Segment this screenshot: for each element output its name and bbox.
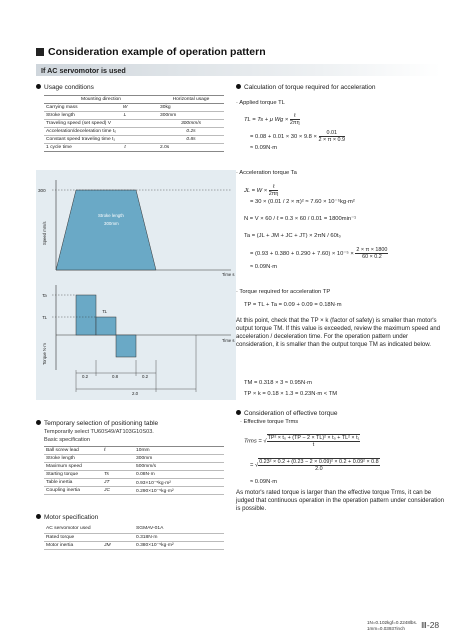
stroke-label: Stroke length [98, 213, 124, 218]
table-row: Stroke length L 300mm [44, 112, 224, 120]
calc-heading: Calculation of torque required for acceleration [236, 84, 376, 91]
table-row: Motor inertia JM 0.380×10⁻⁵kg·m² [44, 541, 224, 549]
usage-table: Mounting direction Horizontal usage Carrying mass W 30kg Stroke length L 300mm Traveling speed (set speed) V 300mm/s Acceleration/deceleration time t₀ 0.2s Constant speed traveling time t₁ 0.8s 1 cycle time t 2.0s [44, 95, 224, 152]
decel-torque-block [116, 335, 136, 357]
rms-formula-2: = √ $\frac{\text{0.23² × 0.2 + (0.23 − 2 × 0.09)² × 0.2 + 0.09² × 0.8}}{2.0}$ [250, 459, 379, 472]
bullet-icon [236, 410, 241, 415]
accel-torque-block [76, 295, 96, 335]
usage-heading: Usage conditions [36, 84, 94, 91]
ta-formula-2: = (0.93 + 0.380 + 0.290 + 7.60) × 10⁻⁵ × $\frac{2 \times \pi \times 1800}{60 \times 0.2}$ [250, 247, 388, 260]
tp-formula: TP = TL + Ta = 0.09 + 0.09 = 0.18N·m [244, 302, 342, 308]
tl-block-label: TL [102, 309, 108, 314]
rms-formula: Trms = √ $\frac{\text{TP² × t₀ + (TP − 2 × TL)² × t₀ + TL² × t₁}}{t}$ [244, 435, 360, 448]
square-bullet-icon [36, 48, 44, 56]
ta-label: Ta [42, 293, 47, 298]
table-row: Acceleration/deceleration time t₀ 0.2s [44, 128, 224, 136]
table-row: Carrying mass W 30kg [44, 104, 224, 112]
tp-explanation: At this point, check that the TP × k (factor of safety) is smaller than motor's output torque TM. If this value is exceeded, review the maximum speed and acceleration / deceleration time. For the operation pattern under consideration, it is smaller than the output torque TM as indicated below. [236, 317, 441, 348]
table-row: Maximum speed 500mm/s [44, 463, 224, 471]
tl-result: ≈ 0.09N·m [250, 145, 278, 151]
effective-explanation: As motor's rated torque is larger than the effective torque Trms, it can be judged that continuous operation in the operation pattern under consideration is possible. [236, 489, 445, 512]
tm-formula: TM = 0.318 × 3 ≈ 0.95N·m [244, 380, 312, 386]
tl-formula: TL = Ts + μ Wg × $\frac{\text{ℓ}}{2\pi\eta}$ [244, 113, 300, 126]
n-formula: N = V × 60 / ℓ = 0.3 × 60 / 0.01 = 1800min⁻¹ [244, 216, 357, 222]
seg2-label: 0.8 [112, 374, 119, 379]
basic-spec-label: Basic specification [44, 437, 91, 443]
tl-formula-2: = 0.08 + 0.01 × 30 × 9.8 × $\frac{0.01}{2 \times \pi \times 0.9}$ [250, 130, 346, 143]
effective-torque-label: · Effective torque Trms [240, 419, 299, 425]
accel-torque-label: · Acceleration torque Ta [236, 170, 297, 176]
const-torque-block [96, 317, 116, 335]
table-row: Starting torque Ts 0.08N·m [44, 471, 224, 479]
table-row: Rated torque 0.318N·m [44, 533, 224, 541]
ta-formula: Ta = (JL + JM + JC + JT) × 2πN / 60t₀ [244, 233, 341, 239]
table-row: Table inertia JT 0.93×10⁻⁵kg·m² [44, 479, 224, 487]
speed-tick: 300 [38, 188, 46, 193]
table-row: Coupling inertia JC 0.290×10⁻⁵kg·m² [44, 487, 224, 495]
section-band: If AC servomotor is used [36, 64, 441, 76]
ta-result: ≈ 0.09N·m [250, 264, 278, 270]
page-number: Ⅲ-28 [421, 620, 440, 630]
total-label: 2.0 [132, 391, 139, 396]
temp-selection-table [44, 446, 224, 495]
torque-y-label: Torque N·m [42, 343, 47, 365]
table-row: Ball screw lead ℓ 10mm [44, 447, 224, 455]
rms-result: ≈ 0.09N·m [250, 479, 278, 485]
seg3-label: 0.2 [142, 374, 149, 379]
page-title: Consideration example of operation pattern [36, 46, 266, 58]
bullet-icon [36, 420, 41, 425]
tp-label: · Torque required for acceleration TP [236, 289, 331, 295]
seg1-label: 0.2 [82, 374, 89, 379]
table-row: AC servomotor used SGMAV-01A [44, 525, 224, 533]
bullet-icon [36, 84, 41, 89]
applied-torque-label: · Applied torque TL [236, 100, 285, 106]
jl-formula: JL = W × $\frac{\text{ℓ}}{2\pi\eta}$ [244, 184, 279, 197]
effective-heading: Consideration of effective torque [236, 410, 337, 417]
jl-formula-2: = 30 × (0.01 / 2 × π)² ≈ 7.60 × 10⁻⁵kg·m² [250, 199, 355, 205]
operation-pattern-diagram [36, 170, 236, 400]
torque-time-label: Time s [222, 338, 235, 343]
footnote: 1N=0.102kgf=0.2248lbs. 1mm=0.03937inch [367, 620, 418, 631]
table-row: 1 cycle time t 2.0s [44, 144, 224, 152]
temp-selection-heading: Temporary selection of positioning table [36, 420, 158, 427]
speed-y-label: Speed mm/s [42, 221, 47, 245]
motor-spec-heading: Motor specification [36, 514, 98, 521]
table-row: Stroke length 300mm [44, 455, 224, 463]
stroke-value: 300mm [104, 221, 119, 226]
table-row: Constant speed traveling time t₁ 0.8s [44, 136, 224, 144]
speed-time-label: Time s [222, 272, 235, 277]
bullet-icon [236, 84, 241, 89]
bullet-icon [36, 514, 41, 519]
motor-spec-table [44, 525, 224, 550]
temp-selection-text: Temporarily select TU60S49/AT103G10S03. [44, 429, 154, 435]
table-row: Traveling speed (set speed) V 300mm/s [44, 120, 224, 128]
tl-label: TL [42, 315, 48, 320]
tpk-formula: TP × k = 0.18 × 1.3 = 0.23N·m < TM [244, 391, 338, 397]
